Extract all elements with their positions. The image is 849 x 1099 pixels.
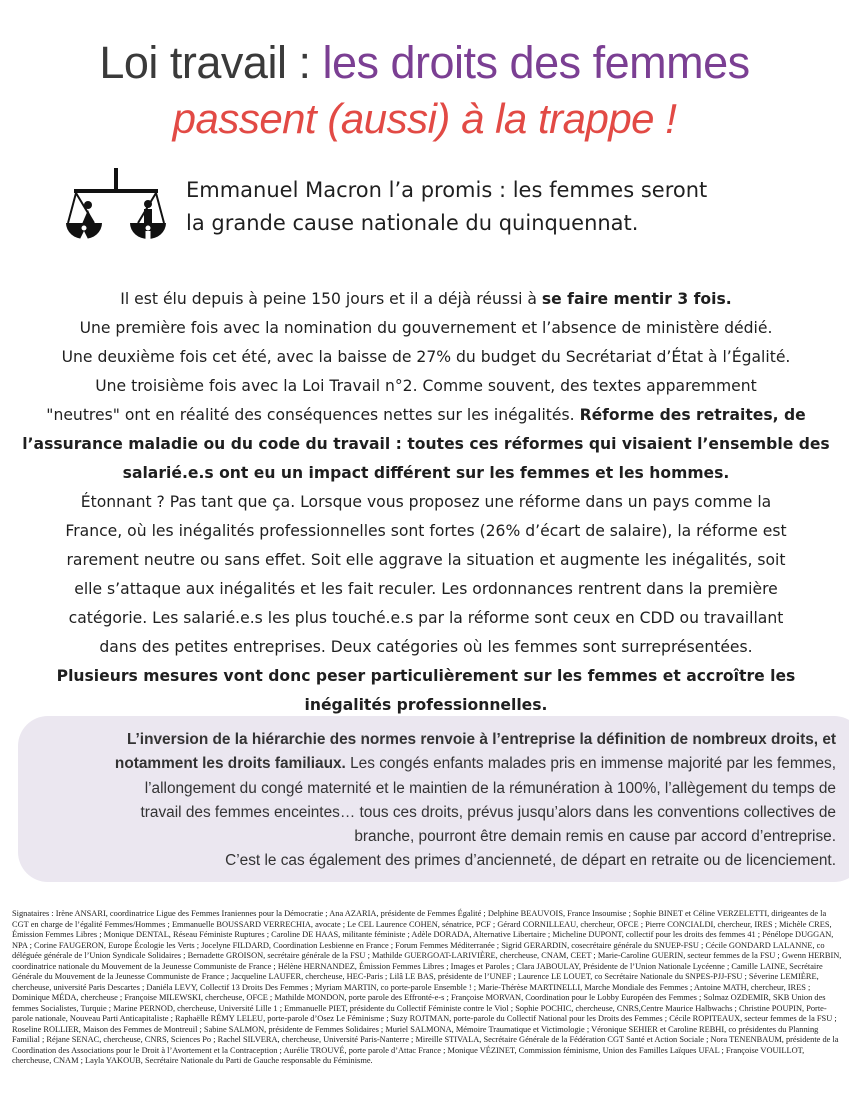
box-line [28, 752, 836, 776]
page-subtitle: passent (aussi) à la trappe ! [172, 95, 677, 142]
body-bold-text: Plusieurs mesures vont donc peser particulièrement sur les femmes et accroître les [56, 667, 796, 685]
box-line: C’est le cas également des primes d’ancienneté, de départ en retraite ou de licenciement. [225, 852, 836, 870]
body-bold-text: salarié.e.s ont eu un impact différent sur les femmes et les hommes. [122, 464, 730, 482]
body-line: elle s’attaque aux inégalités et les fait reculer. Les ordonnances rentrent dans la première [74, 580, 778, 598]
promise-line-2: la grande cause nationale du quinquennat. [186, 211, 639, 235]
box-text: Les congés enfants malades pris en immense majorité par les femmes, [345, 755, 836, 773]
body-line: catégorie. Les salarié.e.s les plus touché.e.s par la réforme sont ceux en CDD ou travaillant [68, 609, 784, 627]
highlight-box-text [28, 728, 836, 874]
box-line: branche, pourront être demain remis en cause par accord d’entreprise. [354, 828, 836, 846]
body-line: dans des petites entreprises. Deux catégories où les femmes sont surreprésentées. [99, 638, 753, 656]
body-line: Une troisième fois avec la Loi Travail n°2. Comme souvent, des textes apparemment [95, 377, 757, 395]
body-line: Une première fois avec la nomination du gouvernement et l’absence de ministère dédié. [79, 319, 773, 337]
page-title [0, 38, 849, 88]
gender-scales-icon [66, 168, 166, 250]
body-bold-text: l’assurance maladie ou du code du travail : toutes ces réformes qui visaient l’ensemble des [22, 435, 830, 453]
box-line [28, 728, 836, 752]
body-line: Étonnant ? Pas tant que ça. Lorsque vous proposez une réforme dans un pays comme la [80, 493, 772, 511]
body-text: Il est élu depuis à peine 150 jours et il a déjà réussi à [120, 290, 542, 308]
title-part-2: les droits des femmes [322, 37, 750, 88]
box-line: travail des femmes enceintes… tous ces droits, prévus jusqu’alors dans les conventions collectives de [140, 803, 836, 821]
signatories-list: Signataires : Irène ANSARI, coordinatrice Ligue des Femmes Iraniennes pour la Démocratie ; Ana AZARIA, présidente de Femmes Égalité ; Delphine BEAUVOIS, France Insoumise ; Sophie BINET et Céline VERZELETTI, dirigeantes de la CGT en charge de l’égalité Femmes/Hommes ; Emmanuelle BOUSSARD VERRECHIA, avocate ; Le CEL Laurence COHEN, sénatrice, PCF ; Gérard CORNILLEAU, chercheur, OFCE ; Pierre CONCIALDI, chercheur, IRES ; Michèle CRES, Émission Femmes Libres ; Monique DENTAL, Réseau Féministe Ruptures ; Caroline DE HAAS, militante féministe ; Adèle DORADA, Alternative Libertaire ; Micheline DUPONT, collectif pour les droits des femmes 41 ; Pénélope DUGGAN, NPA ; Corine FAUGERON, Europe Écologie les Verts ; Jocelyne FILDARD, Coordination Lesbienne en France ; Forum Femmes Méditerranée ; Sigrid GERARDIN, cosecrétaire générale du SNUEP-FSU ; Cécile GONDARD LALANNE, co déléguée générale de l’Union Syndicale Solidaires ; Bernadette GROISON, secrétaire générale de la FSU ; Mathilde GUERGOAT-LARIVIÈRE, chercheuse, CNAM, CEET ; Marie-Caroline GUERIN, secteur femmes de la FSU ; Gwenn HERBIN, coordinatrice nationale du Mouvement de la Jeunesse Communiste de France ; Hélène HERNANDEZ, Émission Femmes Libres ; Images et Paroles ; Clara JABOULAY, Présidente de l’Union Nationale Lycéenne ; Camille LAINE, Secrétaire Générale du Mouvement de la Jeunesse Communiste de France ; Jacqueline LAUFER, chercheuse, HEC-Paris ; Lilâ LE BAS, présidente de l’UNEF ; Laurence LE LOUET, co Secrétaire Nationale du SNPES-PJJ-FSU ; Séverine LEMIÈRE, chercheuse, université Paris Descartes ; Daniéla LEVY, Collectif 13 Droits Des Femmes ; Myriam MARTIN, co porte-parole Ensemble ! ; Marie-Thérèse MARTINELLI, Marche Mondiale des Femmes ; Antoine MATH, chercheur, IRES ; Dominique MÉDA, chercheuse ; Françoise MILEWSKI, chercheuse, OFCE ; Mathilde MONDON, porte parole des Effronté-e-s ; Françoise MORVAN, Coordination pour le Lobby Européen des Femmes ; Solmaz OZDEMIR, SKB Union des femmes Socialistes, Turquie ; Marine PERNOD, chercheuse, Université Lille 1 ; Emmanuelle PIET, présidente du Collectif Féministe contre le Viol ; Sophie POCHIC, chercheuse, CNRS,Centre Maurice Halbwachs ; Christine POUPIN, Porte-parole nationale, Nouveau Parti Anticapitaliste ; Raphaëlle RÉMY LELEU, porte-parole d’Osez Le Féminisme ; Suzy ROJTMAN, porte-parole du Collectif National pour les Droits des Femmes ; Cécile ROPITEAUX, secteur femmes de la FSU ; Roseline ROLLIER, Maison des Femmes de Montreuil ; Sabine SALMON, présidente de Femmes Solidaires ; Muriel SALMONA, Mémoire Traumatique et Victimologie ; Véronique SEHIER et Caroline REBHI, co présidentes du Planning Familial ; Réjane SENAC, chercheuse, CNRS, Sciences Po ; Rachel SILVERA, chercheuse, Université Paris-Nanterre ; Mireille STIVALA, Secrétaire Générale de la Fédération CGT Santé et Action Sociale ; Nora TENENBAUM, présidente de la Coordination des Associations pour le Droit à l’Avortement et la Contraception ; Aurélie TROUVÉ, porte parole d’Attac France ; Monique VÉZINET, Commission féminisme, Union des Familles Laïques UFAL ; Françoise VOUILLOT, chercheuse, CNAM ; Layla YAKOUB, Secrétaire Nationale du Parti de Gauche responsable du Féminisme. [12, 909, 842, 1065]
body-line [20, 430, 832, 459]
main-body [20, 285, 832, 720]
box-line: l’allongement du congé maternité et le maintien de la rémunération à 100%, l’allègement du temps de [144, 779, 836, 797]
body-bold-text: Réforme des retraites, de [579, 406, 806, 424]
body-bold-text: se faire mentir 3 fois. [541, 290, 732, 308]
body-line: Une deuxième fois cet été, avec la baisse de 27% du budget du Secrétariat d’État à l’Égalité. [61, 348, 791, 366]
body-text: "neutres" ont en réalité des conséquences nettes sur les inégalités. [46, 406, 580, 424]
box-bold-text: L’inversion de la hiérarchie des normes renvoie à l’entreprise la définition de nombreux droits, et [126, 731, 836, 748]
body-line: France, où les inégalités professionnelles sont fortes (26% d’écart de salaire), la réforme est [65, 522, 787, 540]
body-bold-text: inégalités professionnelles. [304, 696, 548, 714]
box-bold-text: notamment les droits familiaux. [114, 755, 346, 773]
body-line [20, 285, 832, 314]
promise-line-1: Emmanuel Macron l’a promis : les femmes seront [186, 178, 708, 202]
body-line [20, 401, 832, 430]
title-part-1: Loi travail : [99, 37, 323, 88]
body-line: rarement neutre ou sans effet. Soit elle aggrave la situation et augmente les inégalités, soit [66, 551, 786, 569]
body-line [20, 662, 832, 691]
body-line [20, 459, 832, 488]
macron-promise [186, 174, 786, 240]
